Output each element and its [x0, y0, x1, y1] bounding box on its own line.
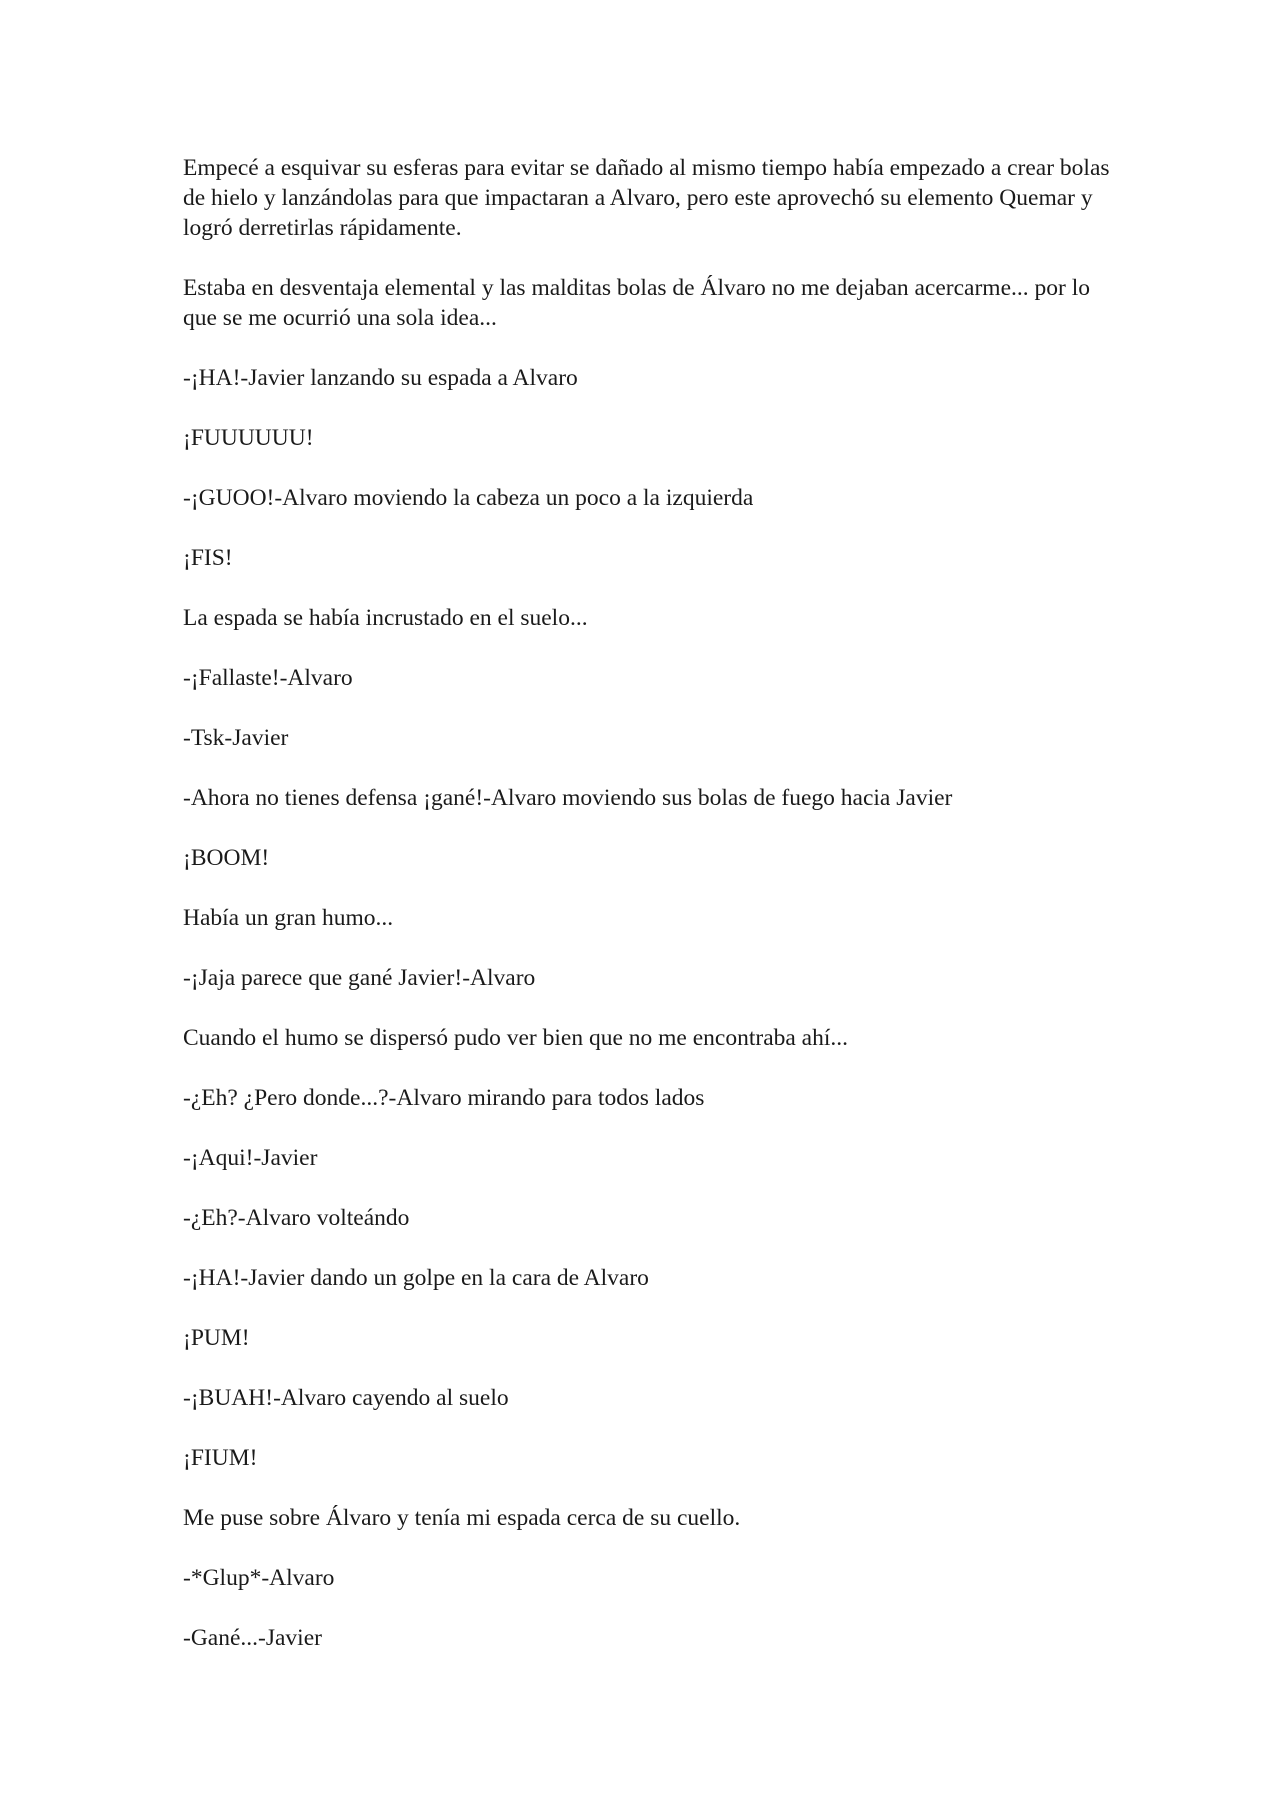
paragraph: -¡Jaja parece que gané Javier!-Alvaro [183, 965, 536, 991]
paragraph: Estaba en desventaja elemental y las malditas bolas de Álvaro no me dejaban acercarme... por lo que se me ocurrió una sola idea... [183, 275, 1090, 331]
document-body [183, 153, 1113, 1653]
paragraph: -Tsk-Javier [183, 725, 289, 751]
paragraph: -¡GUOO!-Alvaro moviendo la cabeza un poco a la izquierda [183, 485, 754, 511]
paragraph: Me puse sobre Álvaro y tenía mi espada cerca de su cuello. [183, 1505, 741, 1531]
paragraph: ¡BOOM! [183, 845, 270, 871]
paragraph: -¡BUAH!-Alvaro cayendo al suelo [183, 1385, 509, 1411]
paragraph: La espada se había incrustado en el suelo... [183, 605, 588, 631]
paragraph: ¡PUM! [183, 1325, 250, 1351]
paragraph: -¡HA!-Javier dando un golpe en la cara de Alvaro [183, 1265, 649, 1291]
paragraph: Había un gran humo... [183, 905, 394, 931]
paragraph: -¡HA!-Javier lanzando su espada a Alvaro [183, 365, 578, 391]
paragraph: -Gané...-Javier [183, 1625, 322, 1651]
paragraph: -Ahora no tienes defensa ¡gané!-Alvaro moviendo sus bolas de fuego hacia Javier [183, 785, 953, 811]
paragraph: -*Glup*-Alvaro [183, 1565, 335, 1591]
paragraph: -¿Eh? ¿Pero donde...?-Alvaro mirando para todos lados [183, 1085, 705, 1111]
paragraph: ¡FUUUUUU! [183, 425, 314, 451]
paragraph: ¡FIS! [183, 545, 233, 571]
paragraph: -¡Fallaste!-Alvaro [183, 665, 353, 691]
paragraph: -¿Eh?-Alvaro volteándo [183, 1205, 410, 1231]
paragraph: Empecé a esquivar su esferas para evitar se dañado al mismo tiempo había empezado a crear bolas de hielo y lanzándolas para que impactaran a Alvaro, pero este aprovechó su elemento Quemar y logró derretirlas rápidamente. [183, 155, 1110, 241]
paragraph: Cuando el humo se dispersó pudo ver bien que no me encontraba ahí... [183, 1025, 849, 1051]
paragraph: ¡FIUM! [183, 1445, 258, 1471]
paragraph: -¡Aqui!-Javier [183, 1145, 318, 1171]
